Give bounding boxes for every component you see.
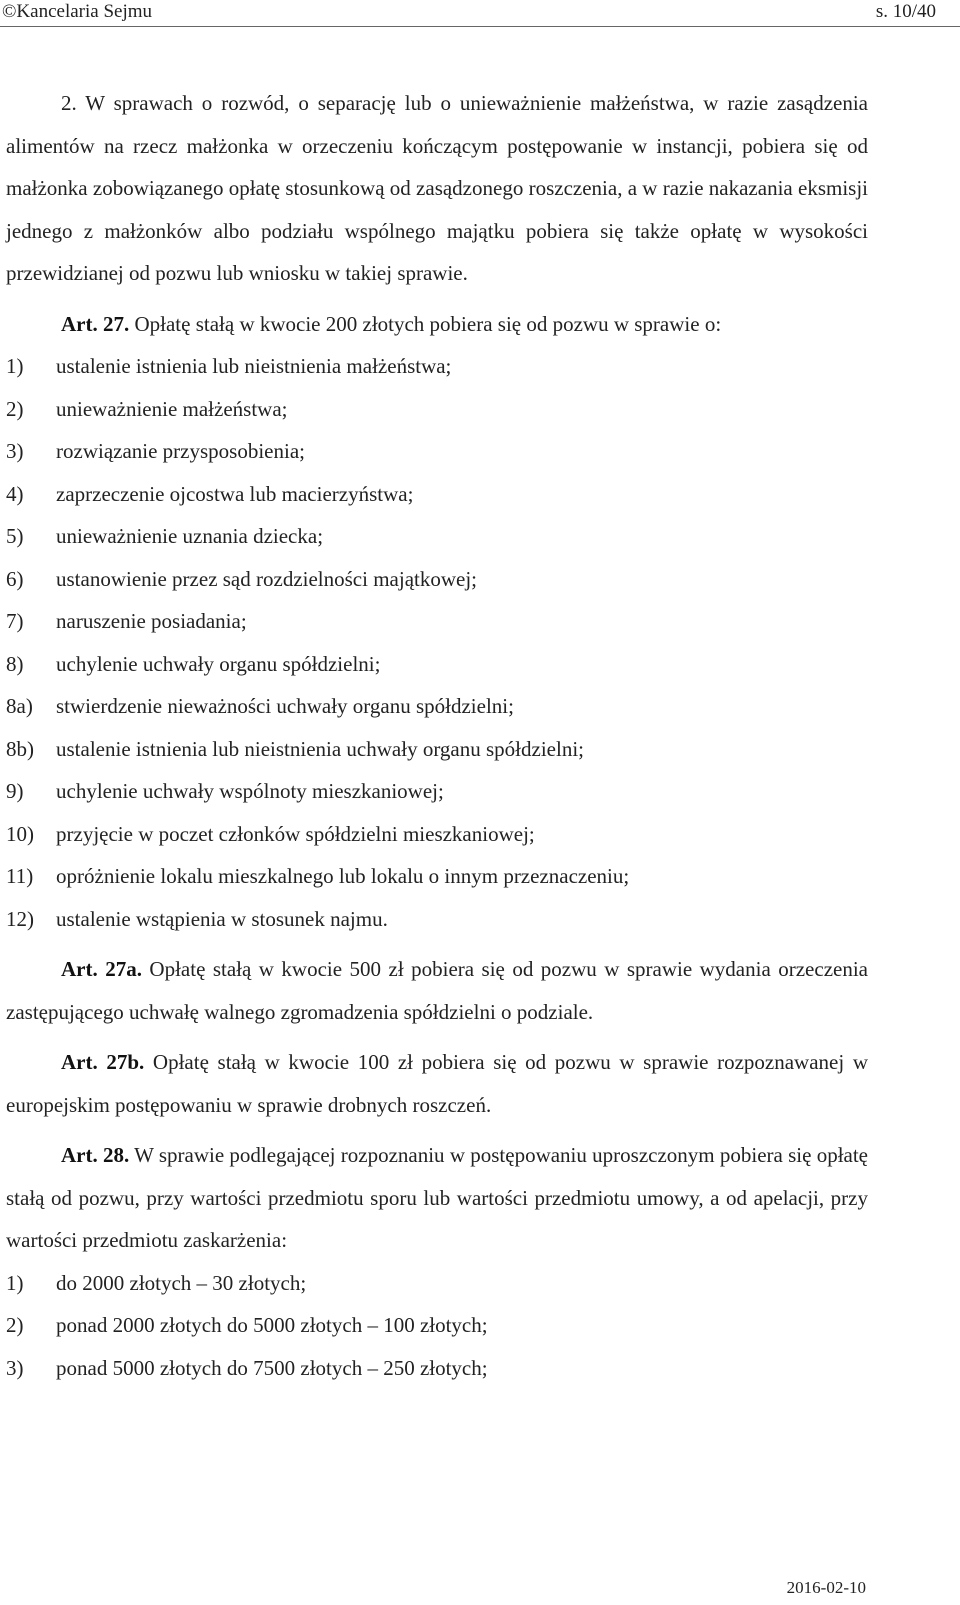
page-header — [0, 0, 960, 27]
list-item-text: zaprzeczenie ojcostwa lub macierzyństwa; — [56, 481, 414, 506]
list-item-number: 1) — [6, 354, 24, 378]
list-item-number: 2) — [6, 1313, 24, 1337]
header-copyright: ©Kancelaria Sejmu — [2, 1, 153, 22]
list-item-number: 4) — [6, 481, 24, 506]
art-27b-label: Art. 27b. — [61, 1050, 145, 1074]
list-item — [6, 515, 868, 558]
list-item — [6, 728, 868, 771]
list-item-text: unieważnienie uznania dziecka; — [56, 524, 324, 548]
list-item-number: 3) — [6, 1355, 24, 1380]
art-27-text: Opłatę stałą w kwocie 200 złotych pobiera się od pozwu w sprawie o: — [129, 311, 722, 336]
list-item-number: 12) — [6, 906, 34, 931]
list-item-number: 5) — [6, 524, 24, 548]
art-28-label: Art. 28. — [61, 1143, 130, 1167]
list-item — [6, 1304, 868, 1347]
list-item-text: przyjęcie w poczet członków spółdzielni mieszkaniowej; — [56, 821, 535, 846]
list-item-text: stwierdzenie nieważności uchwały organu spółdzielni; — [56, 694, 514, 718]
section-2-paragraph: 2. W sprawach o rozwód, o separację lub o unieważnienie małżeństwa, w razie zasądzenia alimentów na rzecz małżonka w orzeczeniu kończącym postępowanie w instancji, pobiera się od małżonka zobowiązanego opłatę stosunkową od zasądzonego roszczenia, a w razie nakazania eksmisji jednego z małżonków albo podziału wspólnego majątku pobiera się także opłatę w wysokości przewidzianej od pozwu lub wniosku w takiej sprawie. — [6, 91, 868, 285]
list-item — [6, 1262, 868, 1305]
list-item-number: 2) — [6, 396, 24, 421]
list-item-number: 3) — [6, 439, 24, 463]
art-27a-label: Art. 27a. — [61, 957, 142, 981]
art-27-list — [6, 345, 868, 940]
list-item-text: ustanowienie przez sąd rozdzielności majątkowej; — [56, 566, 478, 591]
list-item-text: rozwiązanie przysposobienia; — [56, 439, 305, 463]
list-item-text: ponad 5000 złotych do 7500 złotych – 250 złotych; — [56, 1355, 488, 1380]
list-item-text: naruszenie posiadania; — [56, 609, 247, 633]
list-item-number: 8a) — [6, 694, 33, 718]
list-item-text: ustalenie wstąpienia w stosunek najmu. — [56, 906, 388, 931]
list-item — [6, 388, 868, 431]
list-item-number: 9) — [6, 779, 24, 803]
list-item — [6, 643, 868, 686]
art-27-label: Art. 27. — [61, 311, 130, 336]
list-item-number: 10) — [6, 821, 34, 846]
list-item-text: ponad 2000 złotych do 5000 złotych – 100 złotych; — [56, 1313, 488, 1337]
list-item-number: 1) — [6, 1270, 24, 1295]
list-item-number: 7) — [6, 609, 24, 633]
list-item — [6, 345, 868, 388]
list-item — [6, 685, 868, 728]
list-item-text: ustalenie istnienia lub nieistnienia uchwały organu spółdzielni; — [56, 736, 584, 761]
art-28-paragraph — [6, 1134, 868, 1262]
list-item-text: opróżnienie lokalu mieszkalnego lub lokalu o innym przeznaczeniu; — [56, 864, 630, 888]
list-item — [6, 473, 868, 516]
list-item-number: 8b) — [6, 736, 34, 761]
list-item — [6, 558, 868, 601]
list-item-text: do 2000 złotych – 30 złotych; — [56, 1270, 307, 1295]
list-item-number: 8) — [6, 651, 24, 676]
list-item — [6, 813, 868, 856]
list-item — [6, 898, 868, 941]
art-27a-paragraph — [6, 948, 868, 1033]
footer-date: 2016-02-10 — [786, 1578, 866, 1597]
list-item-text: uchylenie uchwały organu spółdzielni; — [56, 651, 381, 676]
list-item-number: 6) — [6, 566, 24, 591]
list-item — [6, 1347, 868, 1390]
list-item — [6, 855, 868, 898]
document-body — [6, 82, 868, 1389]
art-27a-text: Opłatę stałą w kwocie 500 zł pobiera się od pozwu w sprawie wydania orzeczenia zastępującego uchwałę walnego zgromadzenia spółdzielni o podziale. — [6, 957, 868, 1024]
list-item-text: unieważnienie małżeństwa; — [56, 396, 288, 421]
art-28-list — [6, 1262, 868, 1390]
list-item — [6, 770, 868, 813]
list-item-text: uchylenie uchwały wspólnoty mieszkaniowej; — [56, 779, 444, 803]
list-item-text: ustalenie istnienia lub nieistnienia małżeństwa; — [56, 354, 452, 378]
art-27b-paragraph — [6, 1041, 868, 1126]
list-item — [6, 600, 868, 643]
art-28-text: W sprawie podlegającej rozpoznaniu w postępowaniu uproszczonym pobiera się opłatę stałą od pozwu, przy wartości przedmiotu sporu lub wartości przedmiotu umowy, a od apelacji, przy wartości przedmiotu zaskarżenia: — [6, 1143, 868, 1252]
art-27-paragraph — [6, 303, 868, 346]
list-item-number: 11) — [6, 864, 34, 888]
list-item — [6, 430, 868, 473]
header-page-number: s. 10/40 — [875, 1, 936, 22]
art-27b-text: Opłatę stałą w kwocie 100 zł pobiera się od pozwu w sprawie rozpoznawanej w europejskim postępowaniu w sprawie drobnych roszczeń. — [6, 1050, 868, 1117]
